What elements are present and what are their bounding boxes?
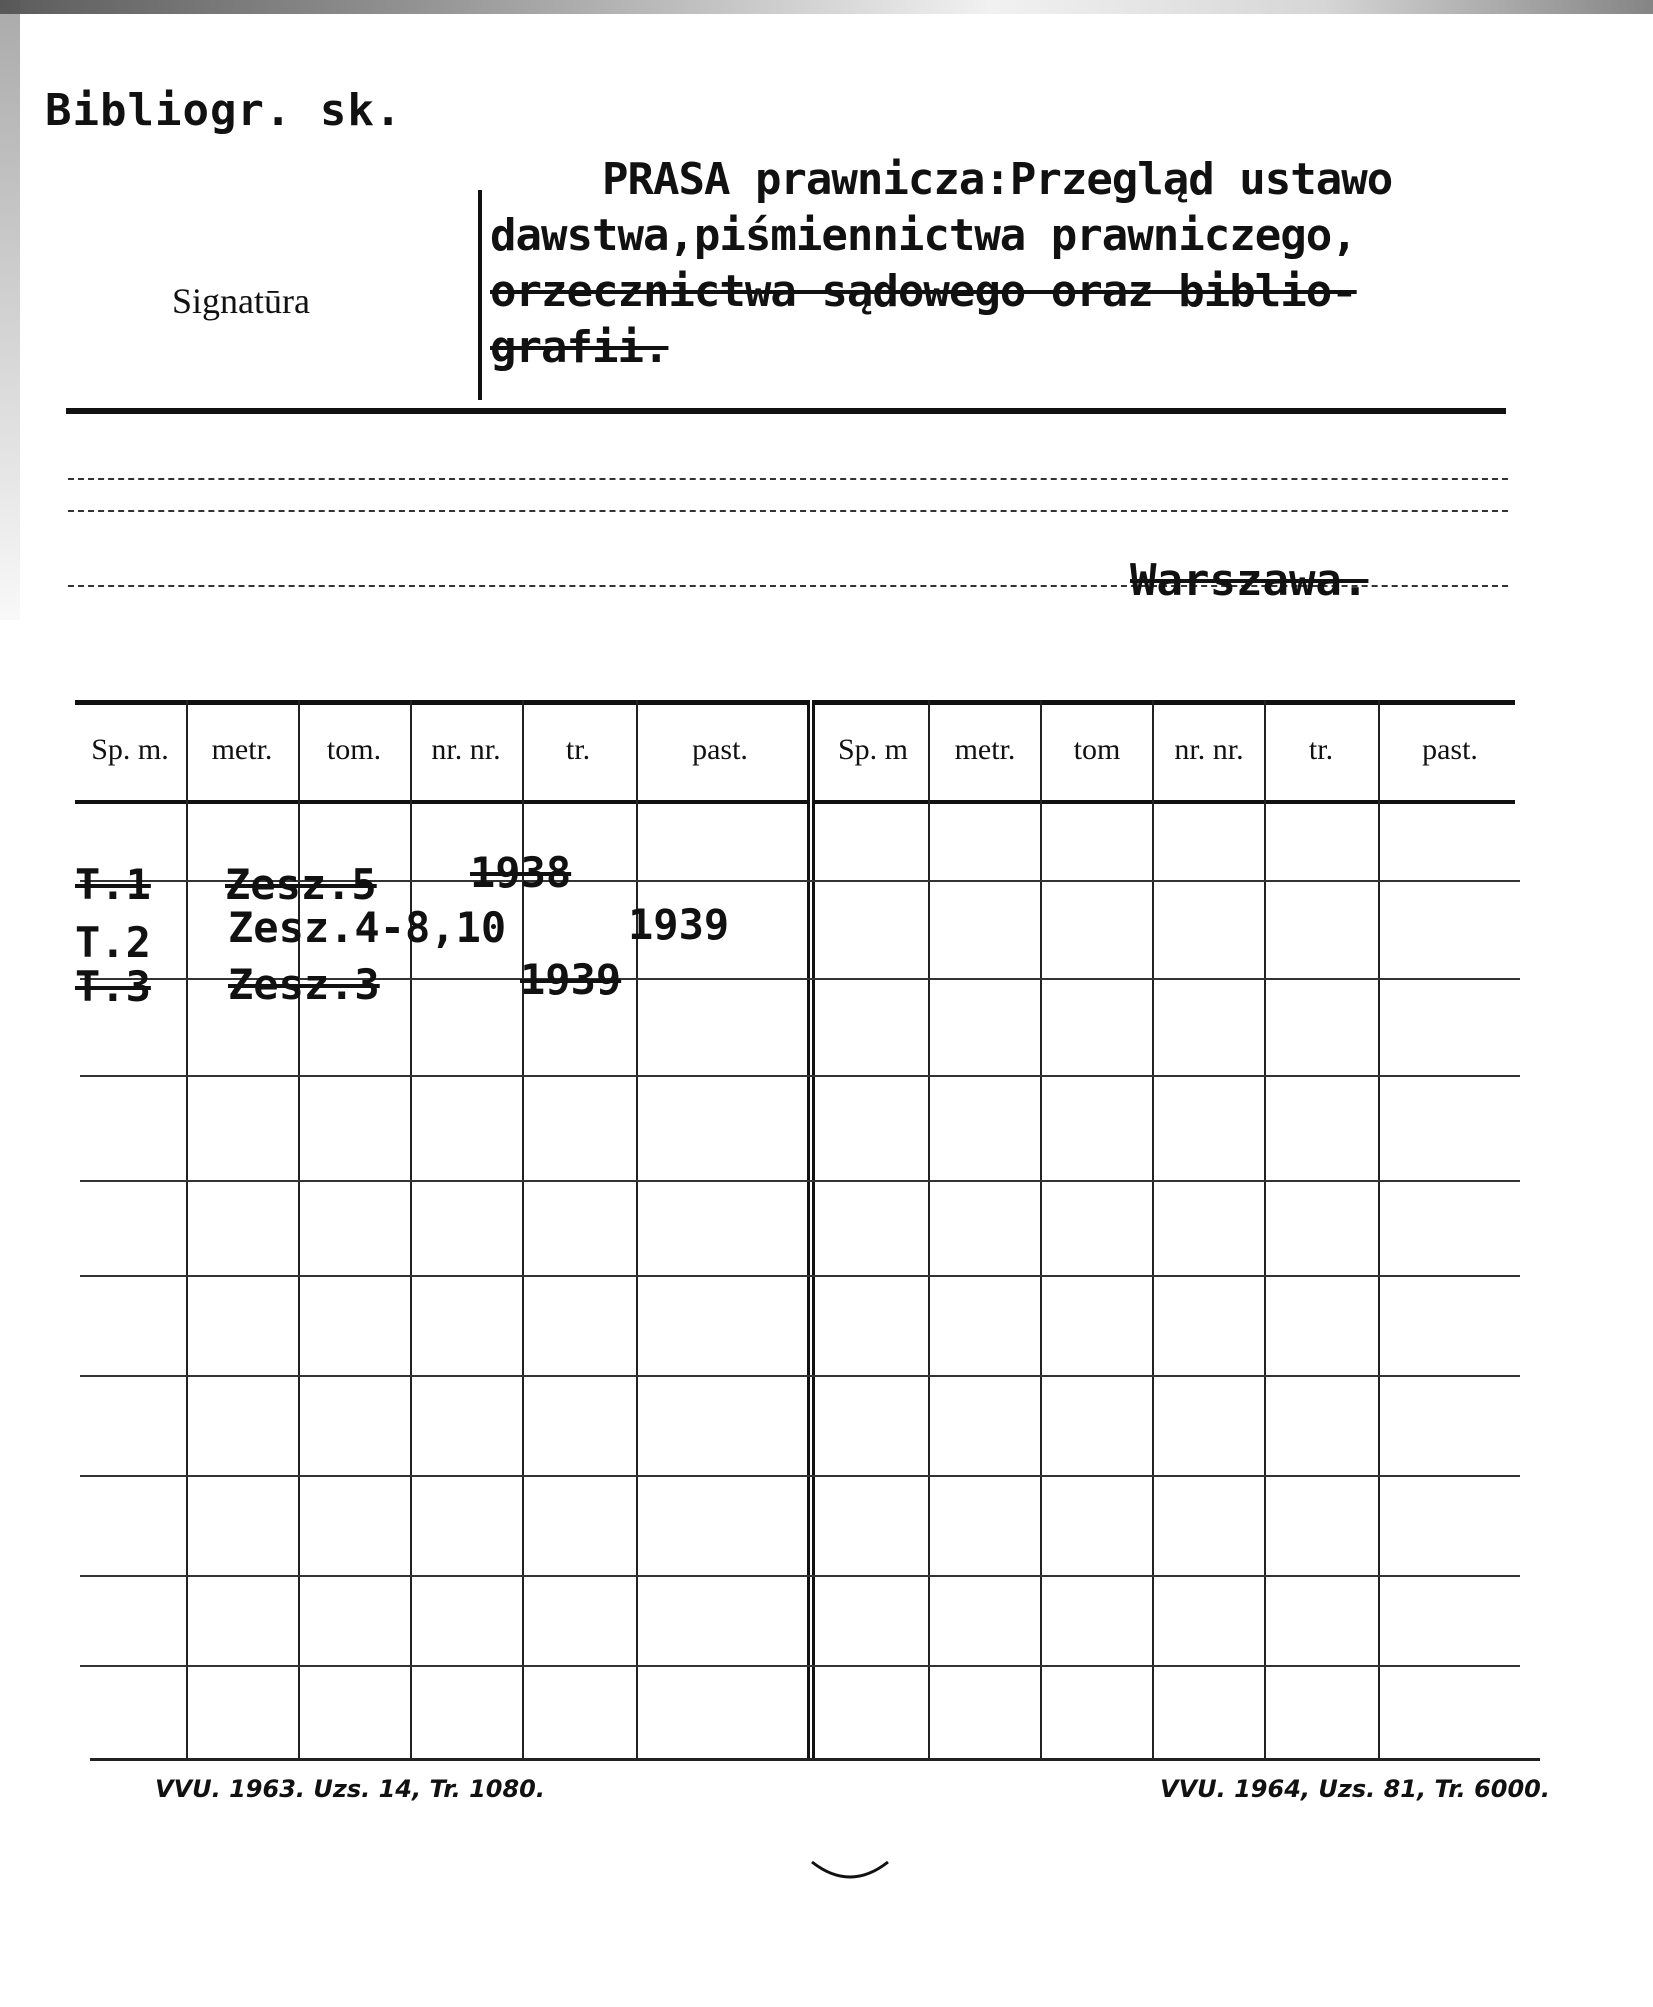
footnote-right: VVU. 1964, Uzs. 81, Tr. 6000. [1160, 1775, 1550, 1803]
column-divider [410, 700, 412, 1760]
title-divider [478, 190, 482, 400]
holding-zeszyty: Zesz.4-8,10 [228, 903, 507, 952]
holding-zeszyty: Zesz.5 [225, 860, 377, 909]
header-nr-nr: nr. nr. [431, 733, 501, 766]
header-tom: tom. [326, 733, 382, 766]
holding-year: 1939 [520, 955, 622, 1004]
row-line [80, 1075, 1520, 1077]
row-line [80, 1475, 1520, 1477]
publication-place: Warszawa. [1130, 555, 1369, 606]
header-metr: metr. [954, 733, 1016, 766]
column-divider [1264, 700, 1266, 1760]
title-block [490, 152, 1630, 376]
title-line: PRASA prawnicza:Przegląd ustawo [602, 154, 1393, 205]
column-divider [1152, 700, 1154, 1760]
holding-zeszyty: Zesz.3 [228, 960, 380, 1009]
header-past: past. [1422, 733, 1478, 766]
header-nr-nr: nr. nr. [1174, 733, 1244, 766]
row-line [80, 1575, 1520, 1577]
title-underline [66, 408, 1506, 414]
header-tr: tr. [1308, 733, 1334, 766]
header-sp-m: Sp. m. [91, 733, 169, 766]
header-metr: metr. [211, 733, 273, 766]
scan-smudge-left [0, 0, 20, 620]
row-line [80, 1665, 1520, 1667]
column-divider [298, 700, 300, 1760]
holding-tom: T.1 [75, 860, 151, 909]
row-line [80, 1275, 1520, 1277]
header-tr: tr. [565, 733, 591, 766]
table-bottom-rule [90, 1758, 1540, 1761]
row-line [80, 1180, 1520, 1182]
hole-mark-icon [810, 1858, 890, 1888]
table-top-rule [75, 700, 1515, 705]
title-line: grafii. [490, 322, 669, 373]
holding-tom: T.2 [75, 918, 151, 967]
column-divider [1040, 700, 1042, 1760]
header-past: past. [692, 733, 748, 766]
title-line: orzecznictwa sądowego oraz biblio- [490, 266, 1357, 317]
title-line: dawstwa,piśmiennictwa prawniczego, [490, 210, 1357, 261]
table-center-divider [807, 700, 815, 1760]
column-divider [928, 700, 930, 1760]
dashed-line [68, 510, 1508, 512]
column-divider [636, 700, 638, 1760]
holding-year: 1939 [628, 900, 730, 949]
column-divider [1378, 700, 1380, 1760]
column-divider [186, 700, 188, 1760]
dashed-line [68, 478, 1508, 480]
card-heading: Bibliogr. sk. [45, 85, 403, 136]
header-tom: tom [1073, 733, 1121, 766]
holding-tom: T.3 [75, 962, 151, 1011]
header-sp-m: Sp. m [837, 733, 909, 766]
footnote-left: VVU. 1963. Uzs. 14, Tr. 1080. [155, 1775, 545, 1803]
signature-label: Signatūra [172, 281, 310, 321]
table-header-rule [75, 800, 1515, 804]
scan-smudge-top [0, 0, 1653, 14]
holding-year: 1938 [470, 848, 572, 897]
row-line [80, 1375, 1520, 1377]
